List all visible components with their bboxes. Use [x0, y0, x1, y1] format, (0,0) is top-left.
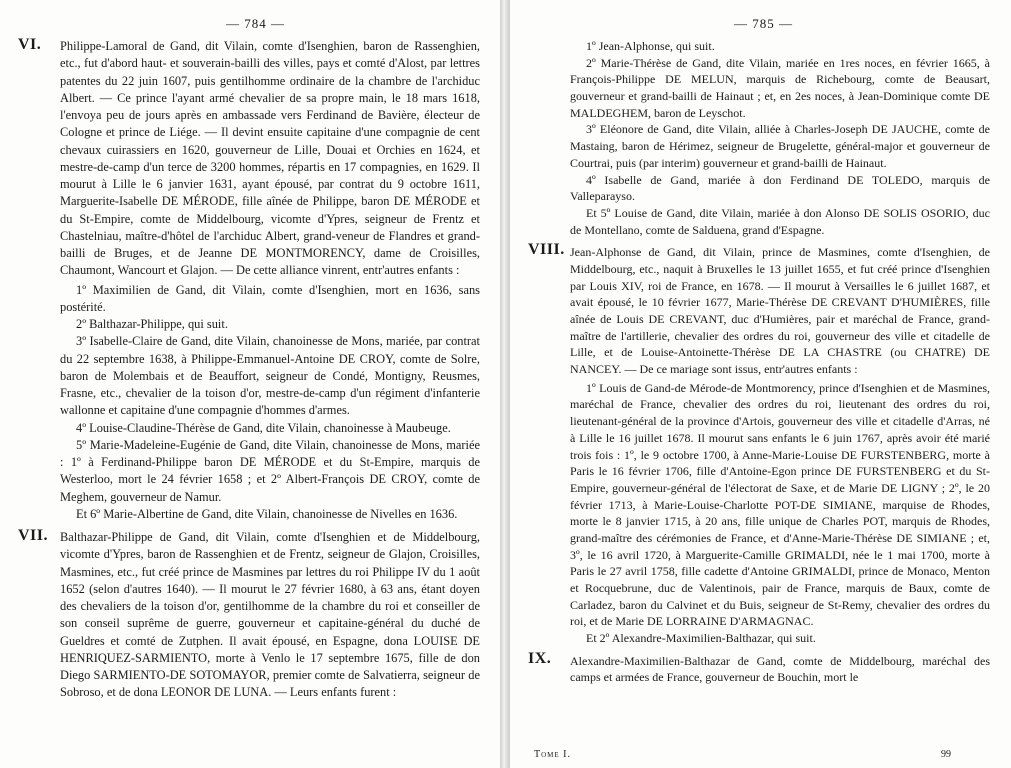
left-page-number: — 784 —: [226, 16, 285, 31]
child-item: 1º Louis de Gand-de Mérode-de Montmorency, prince d'Isenghien et de Masmines, maréchal de France, chevalier des ordres du roi, lieutenant des ordres du roi, lieutenant-général de la province d'Artois, gouverneur des ville et citadelle d'Arras, né à Lille le 16 juillet 1678. Il mourut sans enfants le 6 juin 1767, après avoir été marié trois fois : 1º, le 9 octobre 1700, à Anne-Marie-Louise DE FURSTENBERG, morte à Paris le 16 février 1706, fille d'Antoine-Egon prince DE FURSTENBERG et du St-Empire, gouverneur-général de l'électorat de Saxe, et de Marie DE LIGNY ; 2º, le 20 février 1713, à Marie-Louise-Charlotte POT-DE SIMIANE, marquise de Rhodes, morte le 8 janvier 1715, à 20 ans, fille unique de Charles POT, marquis de Rhodes, grand-maître des cérémonies de France, et d'Anne-Marie-Thérèse DE SIMIANE ; et, 3º, le 16 avril 1720, à Marguerite-Camille GRIMALDI, née le 1 mai 1700, morte à Paris le 27 avril 1758, fille cadette d'Antoine GRIMALDI, prince de Monaco, Menton et Rocquebrune, duc de Valentinois, pair de France, marquis de Baux, comte de Carladez, baron du Calvinet et du Buis, seigneur de St-Remy, chevalier des ordres du roi, et de Marie DE LORRAINE D'ARMAGNAC.: [570, 380, 990, 629]
child-item: 3º Eléonore de Gand, dite Vilain, alliée à Charles-Joseph DE JAUCHE, comte de Mastaing, baron de Hérimez, seigneur de Brugelette, général-major et gouverneur de Courtrai, puis (par interim) gouverneur et grand-bailli de Hainaut.: [570, 122, 990, 170]
generation-numeral: IX.: [528, 649, 552, 667]
child-item: 4º Isabelle de Gand, mariée à don Ferdinand DE TOLEDO, marquis de Valleparayso.: [570, 172, 990, 204]
child-item: 1º Jean-Alphonse, qui suit.: [586, 39, 715, 53]
left-page: [0, 0, 500, 768]
entry-vii: [18, 527, 480, 702]
footer-signature: 99: [941, 749, 951, 760]
entry-viii: [528, 241, 990, 378]
child-item: 1º Maximilien de Gand, dit Vilain, comte d'Isenghien, mort en 1636, sans postérité.: [60, 282, 480, 314]
entry-paragraph: Balthazar-Philippe de Gand, dit Vilain, comte d'Isenghien et de Middelbourg, vicomte d'Ypres, baron de Rassenghien et de Frentz, seigneur de Glajon, Croisilles, Masmines, etc., fut créé prince de Masmines par lettres du roi Philippe IV du 1 août 1652 (selon d'autres 1640). — Il mourut le 27 février 1680, à 63 ans, étant doyen des chevaliers de la toison d'or, gentilhomme de la chambre du roi et conseiller de son conseil suprême de guerre, gouverneur et capitaine-général du duché de Gueldres et comté de Zutphen. Il avait épousé, en Espagne, dona LOUISE DE HENRIQUEZ-SARMIENTO, morte à Venlo le 17 septembre 1675, fille de don Diego SARMIENTO-DE SOTOMAYOR, premier comte de Salvatierra, seigneur de Sobroso, et de dona LEONOR DE LUNA. — Leurs enfants furent :: [60, 530, 480, 700]
book-gutter: [500, 0, 510, 768]
child-item: 4º Louise-Claudine-Thérèse de Gand, dite Vilain, chanoinesse à Maubeuge.: [76, 420, 451, 435]
entry-paragraph: Philippe-Lamoral de Gand, dit Vilain, comte d'Isenghien, baron de Rassenghien, etc., fut d'abord haut- et souverain-bailli des villes, pays et comté d'Alost, par lettres patentes du 22 juin 1607, puis gentilhomme ordinaire de la chambre de l'archiduc Albert. — Ce prince l'ayant armé chevalier de sa propre main, le 18 mars 1618, l'envoya peu de jours après en ambassade vers Ferdinand de Bavière, électeur de Cologne et prince de Liége. — Il devint ensuite capitaine d'une compagnie de cent chevaux cuirassiers en 1620, gouverneur de Lille, Douai et Orchies en 1624, et mestre-de-camp d'un terce de 3200 hommes, répartis en 17 compagnies, en 1629. Il mourut à Lille le 6 janvier 1631, ayant épousé, par contrat du 9 octobre 1611, Marguerite-Isabelle DE MÉRODE, fille aînée de Philippe, baron DE MÉRODE et du St-Empire, comte de Middelbourg, vicomte d'Ypres, seigneur de Frentz et Chastelniau, maître-d'hôtel de l'archiduc Albert, grand-veneur de Flandres et grand-bailli de Bruges, et de Jeanne DE MONTMORENCY, dame de Croisilles, Chaumont, Wancourt et Glajon. — De cette alliance vinrent, entr'autres enfants :: [60, 39, 480, 278]
left-page-text: [18, 36, 480, 704]
right-page-number: — 785 —: [734, 16, 793, 31]
child-item: 2º Marie-Thérèse de Gand, dite Vilain, mariée en 1res noces, en février 1665, à François-Philippe DE MELUN, marquis de Richebourg, comte de Beausart, gouverneur et grand-bailli de Hainaut ; et, en 2es noces, à Jean-Dominique comte DE MALDEGHEM, baron de Leyschot.: [570, 55, 990, 120]
entry-paragraph: Alexandre-Maximilien-Balthazar de Gand, comte de Middelbourg, maréchal des camps et armées de France, gouverneur de Bouchin, mort le: [570, 653, 990, 685]
child-item: Et 2º Alexandre-Maximilien-Balthazar, qui suit.: [586, 631, 816, 646]
generation-numeral: VII.: [18, 527, 49, 544]
child-item: 3º Isabelle-Claire de Gand, dite Vilain, chanoinesse de Mons, mariée, par contrat du 22 septembre 1638, à Philippe-Emmanuel-Antoine DE CROY, comte de Solre, baron de Molembais et de Beauffort, seigneur de Condé, Montigny, Reusmes, Frasne, etc., chevalier de la toison d'or, mestre-de-camp d'un régiment d'infanterie wallonne et capitaine d'une compagnie d'hommes d'armes.: [60, 334, 480, 418]
right-page: [510, 0, 1011, 768]
entry-vi: [18, 36, 480, 280]
generation-numeral: VI.: [18, 36, 42, 53]
child-item: Et 6º Marie-Albertine de Gand, dite Vilain, chanoinesse de Nivelles en 1636.: [76, 506, 458, 521]
entry-ix: [528, 649, 990, 686]
child-item: 5º Marie-Madeleine-Eugénie de Gand, dite Vilain, chanoinesse de Mons, mariée : 1º à Ferdinand-Philippe baron DE MÉRODE et du St-Empire, marquis de Westerloo, mort le 24 février 1658 ; et 2º Albert-François DE CROY, comte de Meghem, gouverneur de Namur.: [60, 437, 480, 504]
child-item: 2º Balthazar-Philippe, qui suit.: [76, 317, 228, 331]
child-item: Et 5º Louise de Gand, dite Vilain, mariée à don Alonso DE SOLIS OSORIO, duc de Montellano, comte de Salduena, grand d'Espagne.: [570, 205, 990, 237]
entry-paragraph: Jean-Alphonse de Gand, dit Vilain, prince de Masmines, comte d'Isenghien, de Middelbourg, etc., naquit à Bruxelles le 13 juillet 1655, et fut créé prince d'Isenghien par Louis XIV, roi de France, en 1678. — Il mourut à Versailles le 6 juillet 1687, et avait épousé, le 10 février 1677, Marie-Thérèse DE CREVANT D'HUMIÈRES, fille aînée de Louis DE CREVANT, duc d'Humières, pair et maréchal de France, grand-maître de l'artillerie, chevalier des ordres du roi, gouverneur des ville et citadelle de Lille, et de Louise-Antoinette-Thérèse DE LA CHASTRE (ou CHATRE) DE NANCEY. — De ce mariage sont issus, entr'autres enfants :: [570, 245, 990, 377]
generation-numeral: VIII.: [528, 241, 565, 259]
right-page-text: [528, 38, 990, 688]
footer-tome: Tome I.: [534, 749, 571, 760]
